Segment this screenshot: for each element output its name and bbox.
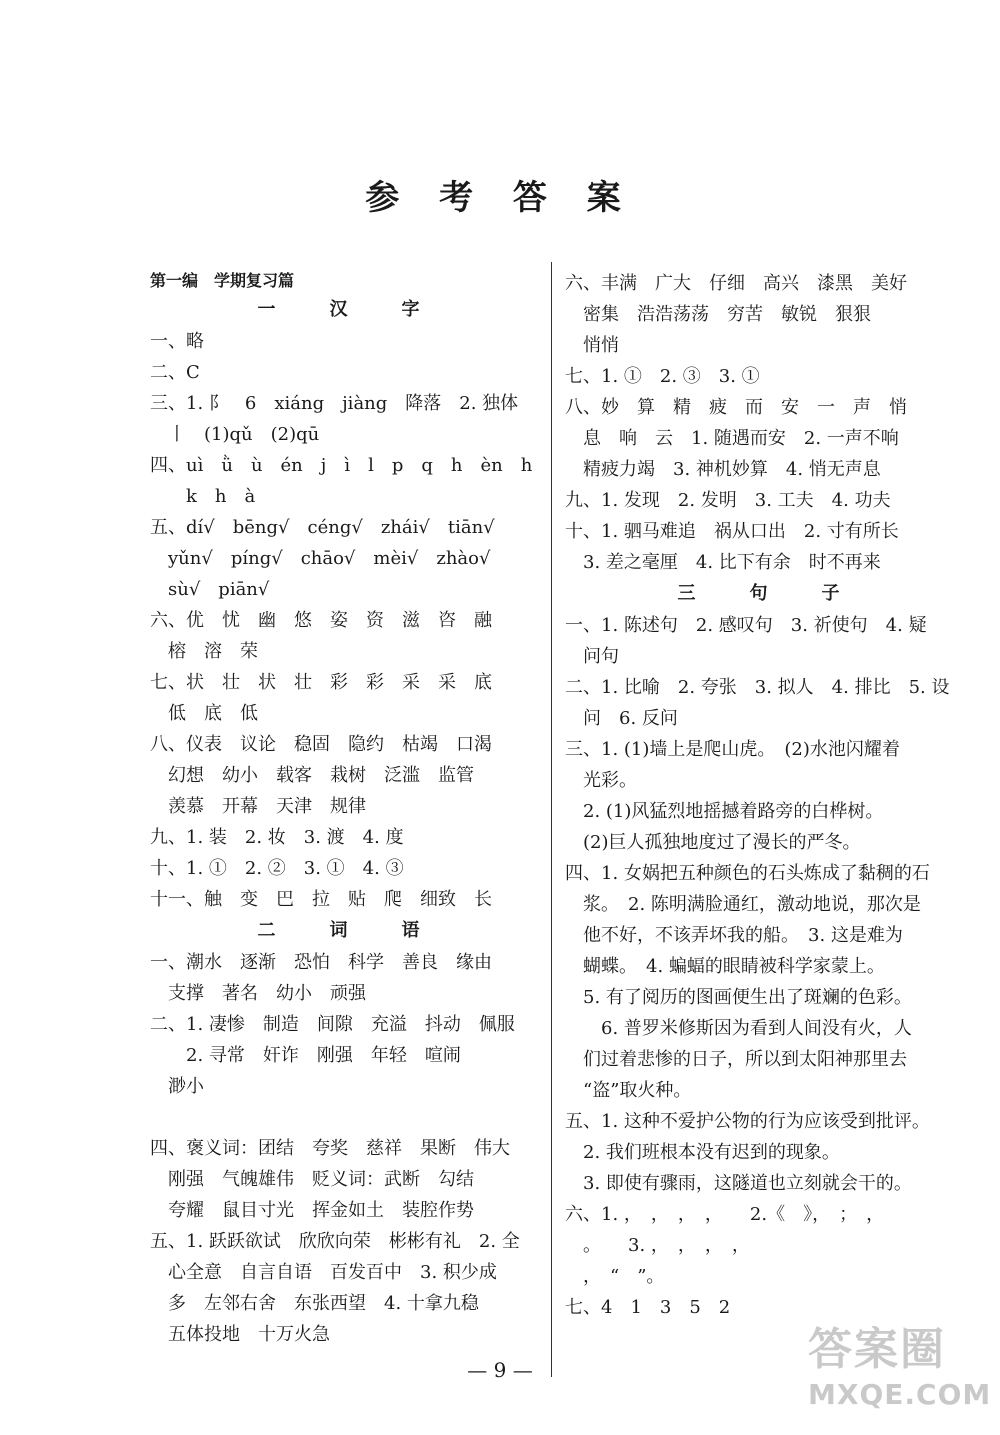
answer-line: 渺小 [150,1076,204,1097]
answer-line: 。 3. ， ， ， ， [565,1235,750,1256]
answer-line: 七、4 1 3 5 2 [565,1297,731,1318]
answer-line: 心全意 自言自语 百发百中 3. 积少成 [150,1262,497,1283]
answer-line: 蝴蝶。 4. 蝙蝠的眼睛被科学家蒙上。 [565,956,885,977]
answer-line: 密集 浩浩荡荡 穷苦 敏锐 狠狠 [565,304,871,325]
answer-line: 一、潮水 逐渐 恐怕 科学 善良 缘由 [150,952,492,973]
answer-line: “盗”取火种。 [565,1080,692,1101]
answer-line: 2. 寻常 奸诈 刚强 年轻 喧闹 [150,1045,461,1066]
answer-line: 十、1. ① 2. ② 3. ① 4. ③ [150,858,404,879]
ciyu-answers-c [565,268,970,578]
answer-line: 问 6. 反问 [565,708,678,729]
answer-line: yǔn√ píng√ chāo√ mèi√ zhào√ [150,548,491,569]
section-heading-hanzi: 一 汉 字 [257,299,438,320]
answer-line: 息 响 云 1. 随遇而安 2. 一声不响 [565,428,899,449]
ciyu-answers-a [150,947,545,1102]
answer-line: 四、uì ǜ ù én j ì l p q h èn h [150,455,533,476]
answer-line: 丨 (1)qǔ (2)qū [150,424,320,445]
answer-line: ， “ ”。 [565,1266,665,1287]
answer-line: 九、1. 发现 2. 发明 3. 工夫 4. 功夫 [565,490,891,511]
answer-line: 他不好，不该弄坏我的船。 3. 这是难为 [565,925,903,946]
answer-line: 悄悄 [565,335,619,356]
answer-line: 三、1. (1)墙上是爬山虎。 (2)水池闪耀着 [565,739,900,760]
ciyu-answers-b [150,1133,545,1350]
section-heading-ciyu: 二 词 语 [257,920,438,941]
answer-line: sù√ piān√ [150,579,270,600]
answer-line: 一、1. 陈述句 2. 感叹句 3. 祈使句 4. 疑 [565,615,927,636]
hanzi-answers [150,326,545,915]
answer-line: 五体投地 十万火急 [150,1324,330,1345]
page-number: — 9 — [467,1358,533,1382]
answer-line: 夸耀 鼠目寸光 挥金如土 装腔作势 [150,1200,474,1221]
answer-line: 刚强 气魄雄伟 贬义词：武断 勾结 [150,1169,474,1190]
answer-line: k h à [150,486,256,507]
watermark-logo: 答案圈 MXQE.COM [808,1324,992,1411]
answer-line: 精疲力竭 3. 神机妙算 4. 悄无声息 [565,459,881,480]
answer-line: 六、1. ， ， ， ， 2.《 》， ； ， [565,1204,885,1225]
page-title: 参 考 答 案 [365,178,635,218]
answer-line: 七、1. ① 2. ③ 3. ① [565,366,760,387]
answer-line: 3. 即使有骤雨，这隧道也立刻就会干的。 [565,1173,912,1194]
left-column [150,268,545,1350]
answer-line: 2. 我们班根本没有迟到的现象。 [565,1142,840,1163]
answer-line: 低 底 低 [150,703,258,724]
answer-line: 榕 溶 荣 [150,641,258,662]
column-divider [551,262,552,1377]
answer-line: (2)巨人孤独地度过了漫长的严冬。 [565,832,861,853]
answer-line: 光彩。 [565,770,637,791]
answer-line: 八、妙 算 精 疲 而 安 一 声 悄 [565,397,907,418]
answer-line: 浆。 2. 陈明满脸通红，激动地说，那次是 [565,894,921,915]
answer-line: 五、1. 这种不爱护公物的行为应该受到批评。 [565,1111,930,1132]
answer-line: 五、1. 跃跃欲试 欣欣向荣 彬彬有礼 2. 全 [150,1231,520,1252]
answer-line: 们过着悲惨的日子，所以到太阳神那里去 [565,1049,907,1070]
answer-line: 问句 [565,646,619,667]
answer-line: 5. 有了阅历的图画便生出了斑斓的色彩。 [565,987,912,1008]
answer-line [150,1102,545,1133]
answer-line: 3. 差之毫厘 4. 比下有余 时不再来 [565,552,881,573]
answer-line: 多 左邻右舍 东张西望 4. 十拿九稳 [150,1293,479,1314]
part-heading: 第一编 学期复习篇 [150,271,295,290]
answer-line: 四、褒义词：团结 夸奖 慈祥 果断 伟大 [150,1138,510,1159]
answer-line: 六、优 忧 幽 悠 姿 资 滋 咨 融 [150,610,492,631]
answer-line: 五、dí√ bēng√ céng√ zhái√ tiān√ [150,517,495,538]
answer-line: 九、1. 装 2. 妆 3. 渡 4. 度 [150,827,404,848]
answer-line: 二、1. 比喻 2. 夸张 3. 拟人 4. 排比 5. 设 [565,677,950,698]
answer-line: 三、1. 阝 6 xiáng jiàng 降落 2. 独体 [150,393,519,414]
answer-line: 八、仪表 议论 稳固 隐约 枯竭 口渴 [150,734,492,755]
right-column [565,268,970,1323]
juzi-answers [565,610,970,1323]
answer-line: 一、略 [150,331,204,352]
answer-line: 羡慕 开幕 天津 规律 [150,796,366,817]
answer-line: 支撑 著名 幼小 顽强 [150,983,366,1004]
answer-line: 六、丰满 广大 仔细 高兴 漆黑 美好 [565,273,907,294]
answer-line: 十一、触 变 巴 拉 贴 爬 细致 长 [150,889,492,910]
answer-line: 十、1. 驷马难追 祸从口出 2. 寸有所长 [565,521,899,542]
answer-line: 二、1. 凄惨 制造 间隙 充溢 抖动 佩服 [150,1014,515,1035]
answer-line: 二、C [150,362,200,383]
answer-line: 2. (1)风猛烈地摇撼着路旁的白桦树。 [565,801,884,822]
answer-line: 6. 普罗米修斯因为看到人间没有火，人 [565,1018,912,1039]
answer-line: 七、状 壮 状 壮 彩 彩 采 采 底 [150,672,492,693]
section-heading-juzi: 三 句 子 [677,583,858,604]
answer-line: 幻想 幼小 载客 栽树 泛滥 监管 [150,765,474,786]
answer-line: 四、1. 女娲把五种颜色的石头炼成了黏稠的石 [565,863,930,884]
